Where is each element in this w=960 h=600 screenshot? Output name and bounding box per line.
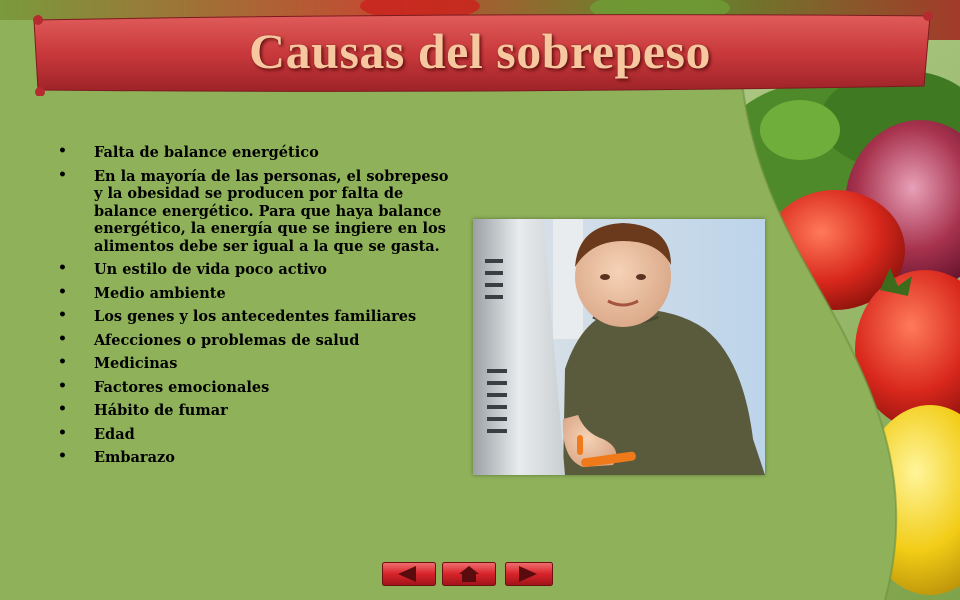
bullet-icon: • xyxy=(58,354,67,370)
boy-at-computer-photo xyxy=(473,219,765,475)
bullet-icon: • xyxy=(58,424,67,441)
list-item-text: Factores emocionales xyxy=(94,378,270,396)
slide-title: Causas del sobrepeso xyxy=(249,23,711,79)
list-item xyxy=(58,332,450,350)
list-item xyxy=(58,402,450,420)
next-button[interactable] xyxy=(502,562,556,586)
list-item-text: Medio ambiente xyxy=(94,284,226,302)
list-item xyxy=(58,144,450,162)
list-item xyxy=(58,355,450,373)
list-item-text: Medicinas xyxy=(94,355,178,372)
list-item xyxy=(58,426,450,444)
list-item xyxy=(58,308,450,326)
bullet-icon: • xyxy=(58,401,67,417)
list-item-text: Falta de balance energético xyxy=(94,144,319,161)
list-item-text: En la mayoría de las personas, el sobrepeso y la obesidad se producen por falta de balance energético. Para que haya balance energético, la energía que se ingiere en los alimentos debe ser igual a la que se gasta. xyxy=(94,167,449,255)
bullet-icon: • xyxy=(58,143,67,159)
list-item-text: Un estilo de vida poco activo xyxy=(94,261,327,278)
list-item xyxy=(58,449,450,467)
bullet-icon: • xyxy=(58,283,67,300)
list-item-text: Afecciones o problemas de salud xyxy=(94,331,360,349)
list-item xyxy=(58,168,450,256)
previous-button[interactable] xyxy=(382,562,436,586)
list-item-text: Los genes y los antecedentes familiares xyxy=(94,308,417,325)
list-item xyxy=(58,285,450,303)
home-button[interactable] xyxy=(442,562,496,586)
bullet-icon: • xyxy=(58,448,67,464)
bullet-icon: • xyxy=(58,307,67,323)
list-item-text: Embarazo xyxy=(94,449,175,466)
bullet-icon: • xyxy=(58,166,67,183)
list-item xyxy=(58,379,450,397)
list-item-text: Hábito de fumar xyxy=(94,402,228,419)
bullet-icon: • xyxy=(58,260,67,276)
causes-list xyxy=(58,144,450,473)
bullet-icon: • xyxy=(58,377,67,394)
bullet-icon: • xyxy=(58,330,67,347)
list-item-text: Edad xyxy=(94,425,135,443)
list-item xyxy=(58,261,450,279)
